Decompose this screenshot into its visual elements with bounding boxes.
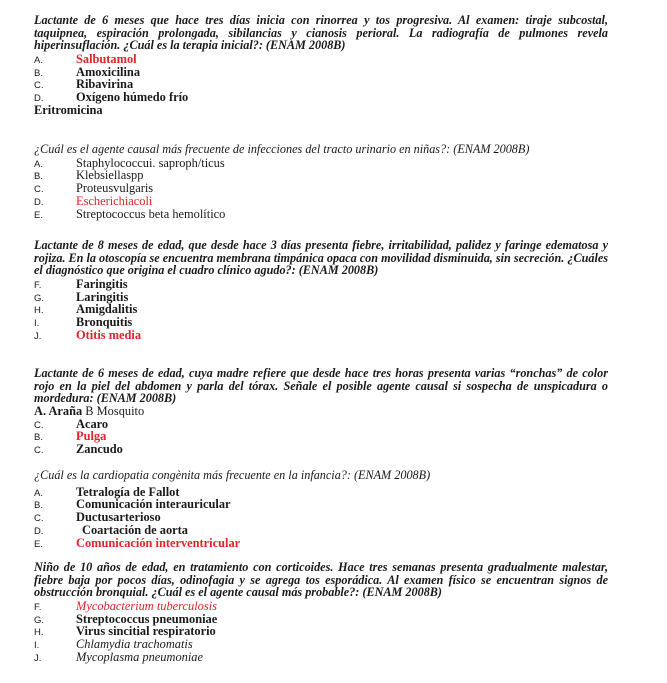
option-text: Comunicación interauricular xyxy=(76,497,231,512)
options-list xyxy=(34,157,608,221)
option-text: Bronquitis xyxy=(76,315,133,330)
option-letter: H. xyxy=(34,305,44,317)
option-letter: I. xyxy=(34,640,40,652)
option-a-inline: A. Araña xyxy=(34,403,83,418)
option-text: Laringitis xyxy=(76,289,129,304)
option-text: Ribavirina xyxy=(76,77,134,92)
option-letter: B. xyxy=(34,432,43,444)
option-letter: B. xyxy=(34,500,43,512)
option-text: Comunicación interventricular xyxy=(76,535,241,550)
option-letter: C. xyxy=(34,80,44,92)
option-text: Pulga xyxy=(76,429,107,444)
option-d xyxy=(34,195,608,208)
option-text: Proteusvulgaris xyxy=(76,181,154,196)
option-extra: Eritromicina xyxy=(34,102,103,117)
question-stem: Lactante de 6 meses de edad, cuya madre refiere que desde hace tres horas presenta varias “ronchas” de color rojo en la piel del abdomen y parla del tórax. Señale el posible agente causal si sospecha de unspicadura o mordedura: (ENAM 2008B) xyxy=(34,366,608,406)
option-text: Staphylococcui. saproph/ticus xyxy=(76,155,225,170)
option-d xyxy=(34,91,608,104)
option-letter: F. xyxy=(34,601,42,613)
option-text: Amigdalitis xyxy=(76,302,138,317)
option-letter: C. xyxy=(34,445,44,457)
options-list xyxy=(34,418,608,456)
option-letter: G. xyxy=(34,292,45,304)
option-text: Klebsiellaspp xyxy=(76,168,144,183)
option-letter: E. xyxy=(34,209,43,221)
option-letter: C. xyxy=(34,513,44,525)
option-letter: B. xyxy=(34,67,43,79)
option-c xyxy=(34,418,608,431)
option-letter: F. xyxy=(34,279,42,291)
option-j xyxy=(34,329,608,342)
option-text: Coartación de aorta xyxy=(82,522,188,537)
option-text: Mycobacterium tuberculosis xyxy=(76,598,217,613)
option-f xyxy=(34,600,608,613)
option-letter: D. xyxy=(34,93,44,105)
options-list xyxy=(34,600,608,664)
option-text: Ductusarterioso xyxy=(76,510,161,525)
question-4 xyxy=(34,367,608,456)
option-c2 xyxy=(34,443,608,456)
options-list xyxy=(34,486,608,550)
option-text: Amoxicilina xyxy=(76,64,141,79)
option-b-inline: B Mosquito xyxy=(82,403,145,418)
question-3 xyxy=(34,239,608,342)
question-stem: Lactante de 8 meses de edad, que desde hace 3 días presenta fiebre, irritabilidad, palidez y faringe edematosa y rojiza. En la otoscopía se encuentra membrana timpánica opaca con movilidad disminuida, sin secreción. ¿Cuáles el diagnóstico que origina el cuadro clínico agudo?: (ENAM 2008B) xyxy=(34,238,608,278)
option-letter: D. xyxy=(34,196,44,208)
option-letter: C. xyxy=(34,419,44,431)
option-j xyxy=(34,651,608,664)
option-text: Salbutamol xyxy=(76,51,137,66)
option-text: Tetralogía de Fallot xyxy=(76,484,180,499)
option-f xyxy=(34,278,608,291)
question-stem: Lactante de 6 meses que hace tres días inicia con rinorrea y tos progresiva. Al examen: tiraje subcostal, taquipnea, espiración prolongada, sibilancias y cianosis perioral. La radiografía de pulmones revela hiperinsuflación. ¿Cuál es la terapia inicial?: (ENAM 2008B) xyxy=(34,13,608,53)
option-letter: A. xyxy=(34,158,43,170)
option-text: Chlamydia trachomatis xyxy=(76,637,193,652)
question-stem: Niño de 10 años de edad, en tratamiento con corticoides. Hace tres semanas presenta gradualmente malestar, fiebre baja por pocos días, odinofagia y se agrega tos esporádica. Al examen físico se encuentran signos de obstrucción bronquial. ¿Cuál es el agente causal más probable?: (ENAM 2008B) xyxy=(34,560,608,600)
inline-options xyxy=(34,405,608,418)
option-letter: J. xyxy=(34,652,42,664)
option-letter: B. xyxy=(34,171,43,183)
option-text: Virus sincitial respiratorio xyxy=(76,624,216,639)
option-e xyxy=(34,537,608,550)
question-5 xyxy=(34,469,608,550)
option-a xyxy=(34,53,608,66)
option-letter: J. xyxy=(34,330,42,342)
option-e xyxy=(34,208,608,221)
option-letter: A. xyxy=(34,54,43,66)
option-letter: H. xyxy=(34,627,44,639)
option-letter: D. xyxy=(34,525,44,537)
option-text: Streptococcus pneumoniae xyxy=(76,611,218,626)
option-text: Mycoplasma pneumoniae xyxy=(76,649,203,664)
option-letter: C. xyxy=(34,184,44,196)
option-text: Acaro xyxy=(76,416,109,431)
option-text: Zancudo xyxy=(76,442,123,457)
options-list xyxy=(34,53,608,104)
option-letter: A. xyxy=(34,487,43,499)
option-text: Faringitis xyxy=(76,276,128,291)
question-stem: ¿Cuál es la cardiopatia congènita más frecuente en la infancia?: (ENAM 2008B) xyxy=(34,468,431,482)
option-letter: E. xyxy=(34,538,43,550)
question-6 xyxy=(34,561,608,664)
option-text: Otitis media xyxy=(76,327,142,342)
option-text: Oxígeno húmedo frío xyxy=(76,90,189,105)
question-2 xyxy=(34,143,608,221)
option-text: Streptococcus beta hemolítico xyxy=(76,206,226,221)
options-list xyxy=(34,278,608,342)
question-1 xyxy=(34,14,608,117)
question-stem: ¿Cuál es el agente causal más frecuente de infecciones del tracto urinario en niñas?: (ENAM 2008B) xyxy=(34,142,530,156)
option-d xyxy=(34,524,608,537)
option-letter: G. xyxy=(34,614,45,626)
option-text: Escherichiacoli xyxy=(76,193,153,208)
option-letter: I. xyxy=(34,318,40,330)
